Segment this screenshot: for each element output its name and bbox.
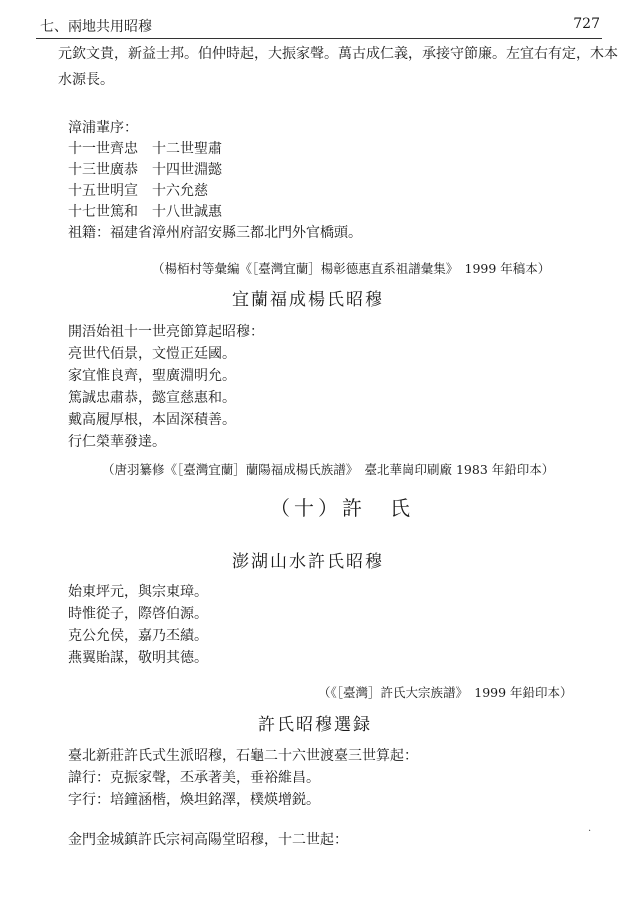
source-citation: （《［臺灣］許氏大宗族譜》 1999 年鉛印本） xyxy=(318,685,573,700)
header-rule xyxy=(36,38,602,39)
yilan-line: 行仁榮華發達。 xyxy=(68,434,166,450)
yilan-line: 家宜惟良齊，聖廣淵明允。 xyxy=(68,368,236,384)
yilan-line: 戴高履厚根，本固深積善。 xyxy=(68,412,236,428)
intro-line-1: 元欽文貴，新益士邦。伯仲時起，大振家聲。萬古成仁義，承接守節廉。左宜右有定，木本 xyxy=(58,46,618,62)
zhangpu-row: 十七世篤和 十八世誠惠 xyxy=(68,204,222,220)
yilan-line: 亮世代佰景，文愷正廷國。 xyxy=(68,346,236,362)
zhangpu-row: 十三世廣恭 十四世淵懿 xyxy=(68,162,222,178)
section-heading: 宜蘭福成楊氏昭穆 xyxy=(232,290,384,310)
penghu-line: 時惟從子，際啓伯源。 xyxy=(68,606,208,622)
scan-speck: · xyxy=(588,826,592,837)
penghu-line: 燕翼貽謀，敬明其德。 xyxy=(68,650,208,666)
penghu-line: 始東坪元，與宗東璋。 xyxy=(68,584,208,600)
yilan-line: 篤誠忠肅恭，懿宣慈惠和。 xyxy=(68,390,236,406)
intro-line-2: 水源長。 xyxy=(58,72,114,88)
zhangpu-ancestry: 祖籍：福建省漳州府詔安縣三都北門外官橋頭。 xyxy=(68,225,362,241)
zhangpu-row: 十五世明宣 十六允慈 xyxy=(68,183,208,199)
xushi-line: 諱行：克振家聲，丕承著美，垂裕維昌。 xyxy=(68,770,320,786)
xushi-line: 字行：培鐘涵楷，煥坦銘澤，樸煐增鋭。 xyxy=(68,792,320,808)
xushi-line: 臺北新莊許氏式生派昭穆，石龜二十六世渡臺三世算起： xyxy=(68,748,418,764)
section-title-xu: （十）許 氏 xyxy=(270,496,414,520)
zhangpu-row: 十一世齊忠 十二世聖肅 xyxy=(68,141,222,157)
chapter-title: 七、兩地共用昭穆 xyxy=(40,19,152,35)
penghu-line: 克公允侯，嘉乃丕績。 xyxy=(68,628,208,644)
source-citation: （楊栢村等彙編《［臺灣宜蘭］楊彰德惠直系祖譜彙集》 1999 年稿本） xyxy=(152,261,551,276)
source-citation: （唐羽纂修《［臺灣宜蘭］蘭陽福成楊氏族譜》 臺北華崗印刷廠 1983 年鉛印本） xyxy=(102,462,555,477)
section-heading: 許氏昭穆選録 xyxy=(258,715,372,735)
section-heading: 澎湖山水許氏昭穆 xyxy=(232,552,384,572)
zhangpu-title: 漳浦輩序： xyxy=(68,120,138,136)
page-number: 727 xyxy=(573,16,600,32)
jinmen-line: 金門金城鎮許氏宗祠高陽堂昭穆，十二世起： xyxy=(68,832,348,848)
yilan-line: 開浯始祖十一世亮節算起昭穆： xyxy=(68,324,264,340)
page-header xyxy=(40,14,600,38)
